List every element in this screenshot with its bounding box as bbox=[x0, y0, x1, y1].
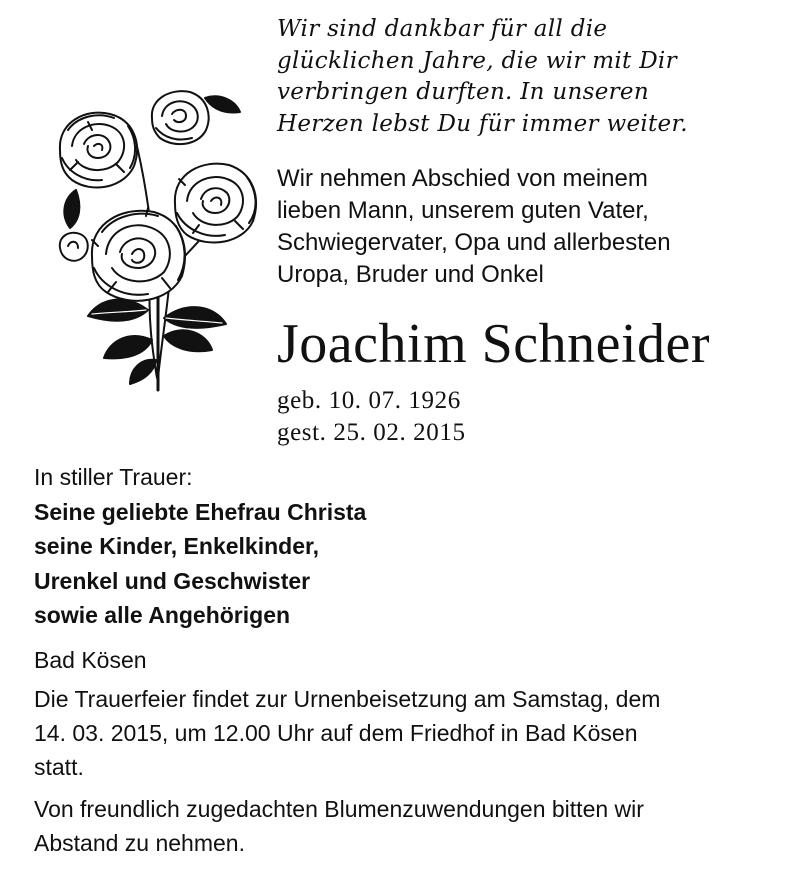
ceremony-line: statt. bbox=[34, 754, 84, 780]
flowers-note bbox=[34, 792, 784, 860]
deceased-name: Joachim Schneider bbox=[277, 313, 711, 375]
flowers-line: Von freundlich zugedachten Blumenzuwendungen bitten wir bbox=[34, 796, 644, 822]
death-date: gest. 25. 02. 2015 bbox=[277, 419, 466, 446]
birth-date: geb. 10. 07. 1926 bbox=[277, 387, 461, 414]
intro-line: lieben Mann, unserem guten Vater, bbox=[277, 197, 649, 224]
mourner-line: Seine geliebte Ehefrau Christa bbox=[34, 498, 367, 525]
flowers-line: Abstand zu nehmen. bbox=[34, 830, 245, 856]
roses-bouquet-icon bbox=[30, 78, 260, 396]
mourner-line: sowie alle Angehörigen bbox=[34, 602, 291, 628]
quote-line: verbringen durften. In unseren bbox=[277, 79, 649, 105]
farewell-intro bbox=[277, 163, 777, 291]
mourners-heading: In stiller Trauer: bbox=[34, 464, 193, 490]
quote-line: Herzen lebst Du für immer weiter. bbox=[277, 110, 688, 137]
quote-line: Wir sind dankbar für all die bbox=[277, 16, 608, 42]
mourner-line: seine Kinder, Enkelkinder, bbox=[34, 533, 320, 559]
ceremony-info bbox=[34, 682, 784, 784]
intro-line: Uropa, Bruder und Onkel bbox=[277, 261, 544, 288]
mourner-line: Urenkel und Geschwister bbox=[34, 567, 311, 594]
quote-line: glücklichen Jahre, die wir mit Dir bbox=[277, 47, 677, 74]
intro-line: Wir nehmen Abschied von meinem bbox=[277, 165, 648, 192]
memorial-quote bbox=[277, 14, 777, 140]
ceremony-line: Die Trauerfeier findet zur Urnenbeisetzung am Samstag, dem bbox=[34, 686, 661, 712]
life-dates bbox=[277, 385, 466, 449]
ceremony-line: 14. 03. 2015, um 12.00 Uhr auf dem Friedhof in Bad Kösen bbox=[34, 720, 638, 746]
intro-line: Schwiegervater, Opa und allerbesten bbox=[277, 229, 671, 256]
mourners-block bbox=[34, 460, 366, 633]
location: Bad Kösen bbox=[34, 647, 147, 673]
